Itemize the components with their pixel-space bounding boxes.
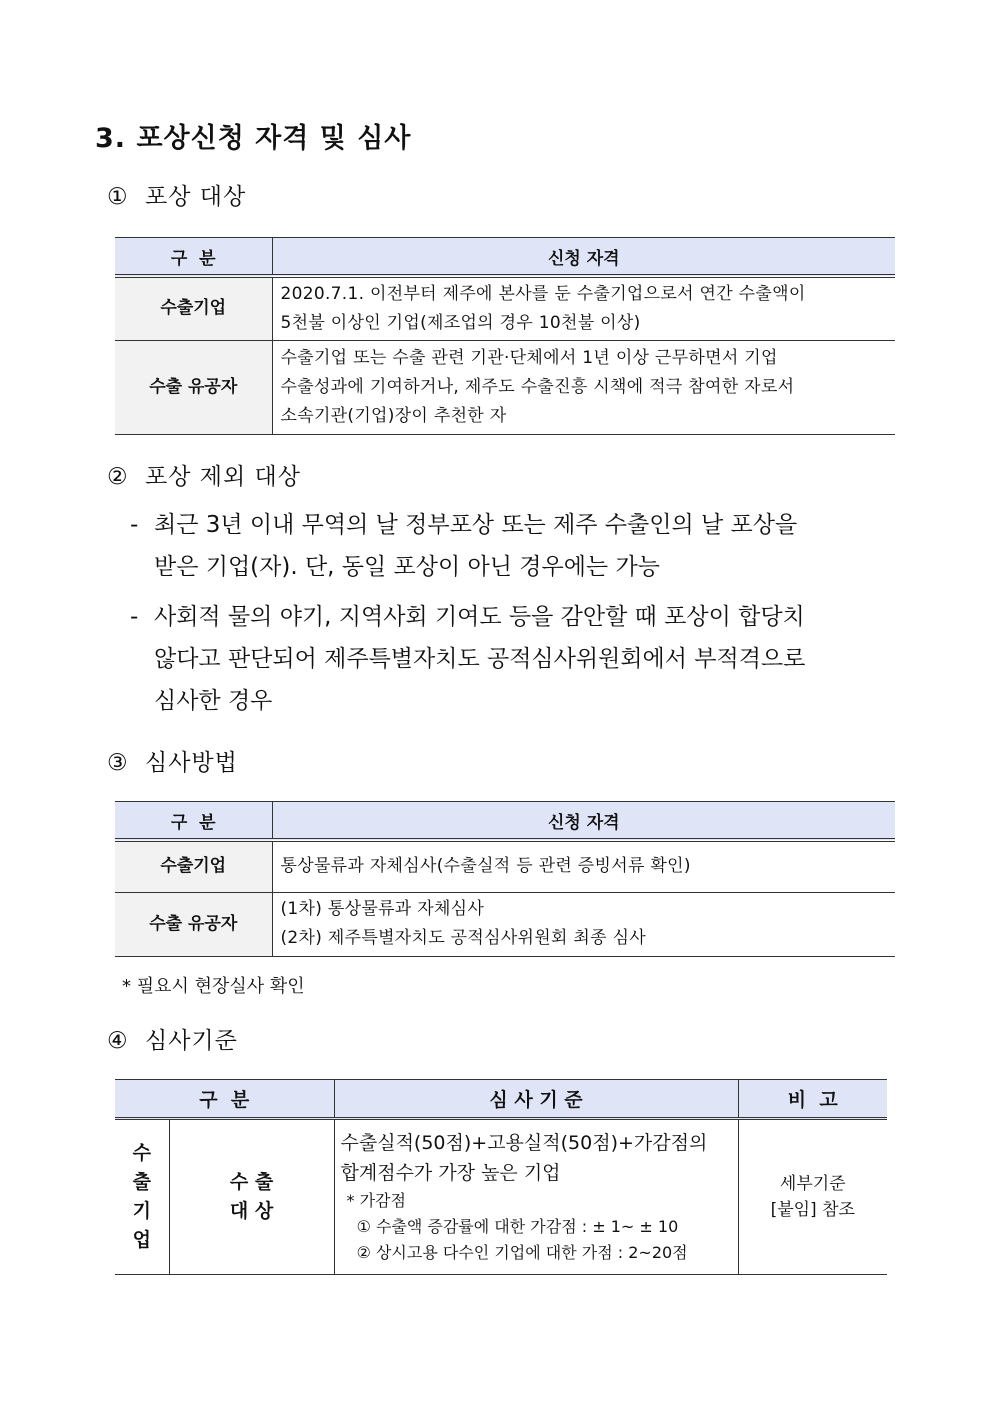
- bullet-dash: -: [130, 512, 139, 538]
- method-col-category: 구 분: [115, 802, 272, 841]
- text-line: (1차) 통상물류과 자체심사: [280, 899, 485, 919]
- method-row-content: [272, 892, 895, 956]
- eligibility-row-label: 수출 유공자: [115, 340, 272, 434]
- exclusion-bullet: [130, 596, 896, 722]
- eligibility-col-category: 구 분: [115, 238, 272, 277]
- section-3-heading: [107, 744, 238, 777]
- criteria-remark-cell: [738, 1119, 887, 1275]
- criteria-col-remark: 비 고: [738, 1080, 887, 1119]
- text-line: (2차) 제주특별자치도 공적심사위원회 최종 심사: [280, 928, 647, 948]
- section-4-number: ④: [107, 1028, 129, 1054]
- text-line: 최근 3년 이내 무역의 날 정부포상 또는 제주 수출인의 날 포상을: [154, 512, 798, 538]
- exclusion-bullet: [130, 504, 896, 588]
- text-line: 사회적 물의 야기, 지역사회 기여도 등을 감안할 때 포상이 합당치: [154, 604, 805, 630]
- criteria-category-vertical: [115, 1139, 169, 1255]
- criteria-subcategory-cell: [169, 1119, 334, 1275]
- category-char: 업: [132, 1229, 151, 1251]
- section-2-number: ②: [107, 464, 129, 490]
- method-row-label: 수출 유공자: [115, 892, 272, 956]
- method-row-content: [272, 840, 895, 892]
- text-line: 수출실적(50점)+고용실적(50점)+가감점의: [340, 1132, 708, 1154]
- text-line: 합계점수가 가장 높은 기업: [340, 1162, 561, 1184]
- field-inspection-note: * 필요시 현장실사 확인: [122, 976, 305, 997]
- criteria-category-cell: [115, 1119, 169, 1275]
- method-row-label: 수출기업: [115, 840, 272, 892]
- text-line: 받은 기업(자). 단, 동일 포상이 아닌 경우에는 가능: [154, 554, 660, 580]
- section-2-heading: [107, 458, 301, 491]
- section-1-number: ①: [107, 184, 129, 210]
- text-line: * 가감점: [346, 1191, 406, 1210]
- category-char: 기: [132, 1200, 151, 1222]
- criteria-table: [115, 1079, 887, 1275]
- bullet-text: [154, 596, 896, 722]
- review-method-table: [115, 801, 895, 957]
- section-3-number: ③: [107, 750, 129, 776]
- text-line: ① 수출액 증감률에 대한 가감점 : ± 1~ ± 10: [356, 1217, 679, 1236]
- category-char: 수: [132, 1142, 151, 1164]
- eligibility-table: [115, 237, 895, 435]
- bullet-text: [154, 504, 896, 588]
- section-2-title: 포상 제외 대상: [145, 464, 301, 490]
- method-col-qualification: 신청 자격: [272, 802, 895, 841]
- text-line: 수 출: [229, 1171, 274, 1193]
- text-line: 통상물류과 자체심사(수출실적 등 관련 증빙서류 확인): [280, 856, 691, 877]
- section-1-heading: [107, 178, 246, 211]
- section-4-title: 심사기준: [145, 1028, 238, 1054]
- text-line: 5천불 이상인 기업(제조업의 경우 10천불 이상): [280, 312, 641, 333]
- bullet-dash: -: [130, 604, 139, 630]
- page-title: 3. 포상신청 자격 및 심사: [95, 123, 412, 154]
- category-char: 출: [132, 1171, 151, 1193]
- text-line: 않다고 판단되어 제주특별자치도 공적심사위원회에서 부적격으로: [154, 646, 806, 672]
- text-line: 소속기관(기업)장이 추천한 자: [280, 405, 507, 426]
- section-3-title: 심사방법: [145, 750, 238, 776]
- text-line: 심사한 경우: [154, 688, 273, 714]
- text-line: 수출성과에 기여하거나, 제주도 수출진흥 시책에 적극 참여한 자로서: [280, 376, 795, 397]
- text-line: 2020.7.1. 이전부터 제주에 본사를 둔 수출기업으로서 연간 수출액이: [280, 283, 806, 304]
- eligibility-row-label: 수출기업: [115, 276, 272, 340]
- criteria-standard-cell: [334, 1119, 738, 1275]
- text-line: 수출기업 또는 수출 관련 기관·단체에서 1년 이상 근무하면서 기업: [280, 347, 778, 368]
- section-4-heading: [107, 1022, 238, 1055]
- text-line: [붙임] 참조: [770, 1200, 855, 1220]
- text-line: ② 상시고용 다수인 기업에 대한 가점 : 2~20점: [356, 1243, 688, 1262]
- text-line: 대 상: [229, 1200, 274, 1222]
- criteria-col-category: 구 분: [115, 1080, 334, 1119]
- eligibility-row-content: [272, 276, 895, 340]
- eligibility-col-qualification: 신청 자격: [272, 238, 895, 277]
- text-line: 세부기준: [779, 1174, 846, 1194]
- section-1-title: 포상 대상: [145, 184, 247, 210]
- eligibility-row-content: [272, 340, 895, 434]
- criteria-col-standard: 심 사 기 준: [334, 1080, 738, 1119]
